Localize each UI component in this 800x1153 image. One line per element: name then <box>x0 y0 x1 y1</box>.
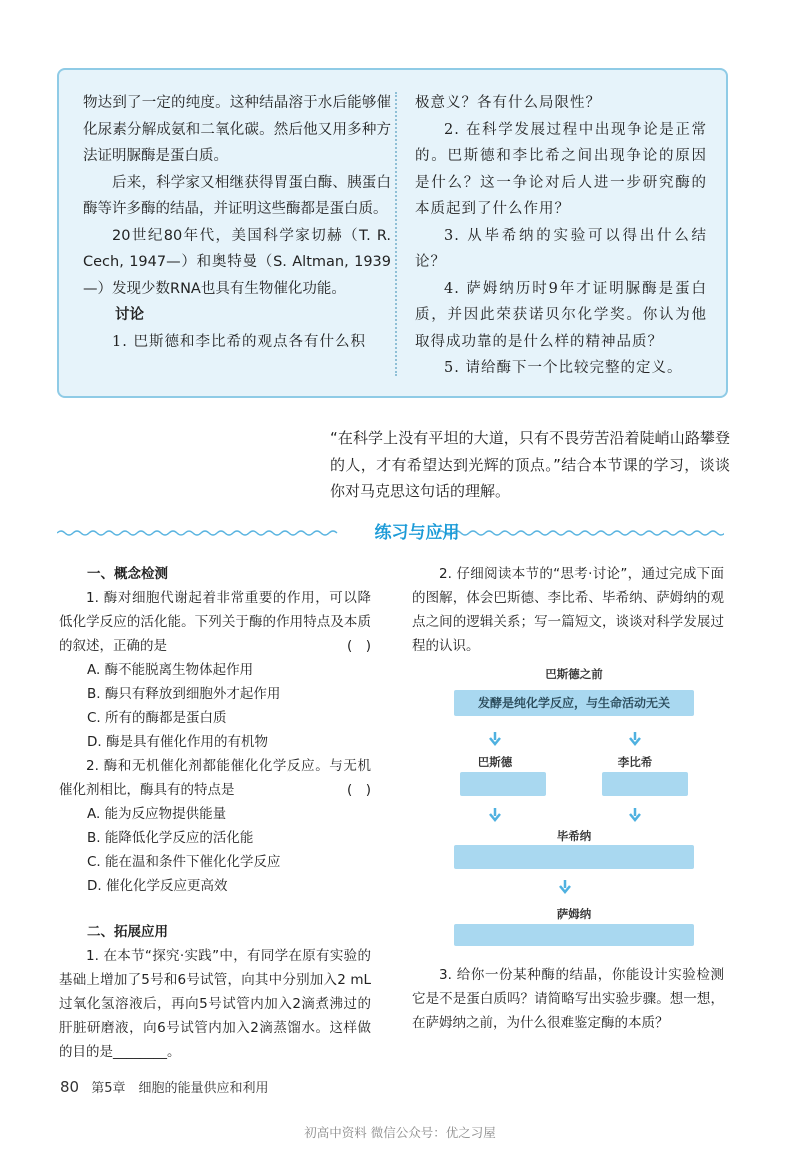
discussion-question: 1. 巴斯德和李比希的观点各有什么积 <box>112 333 366 350</box>
discussion-question: 5. 请给酶下一个比较完整的定义。 <box>444 360 683 376</box>
discussion-question: 4. 萨姆纳历时9年才证明脲酶是蛋白质，并因此荣获诺贝尔化学奖。你认为他取得成功靠的是什么样的精神品质？ <box>415 280 707 350</box>
page-footer <box>60 1077 269 1096</box>
option-a: A. 酶不能脱离生物体起作用 <box>87 662 254 678</box>
fermentation-box: 发酵是纯化学反应，与生命活动无关 <box>454 690 694 716</box>
reading-left-column <box>83 90 391 355</box>
extension-question-1: 1. 在本节“探究·实践”中，有同学在原有实验的基础上增加了5号和6号试管，向其中分别加入2 mL过氧化氢溶液后，再向5号试管内加入2滴煮沸过的肝脏研磨液，向6号试管内加入2滴蒸馏水。这样做的目的是________。 <box>59 948 371 1060</box>
question-1 <box>59 586 371 658</box>
concept-check-heading: 一、概念检测 <box>87 566 168 582</box>
option-c: C. 能在温和条件下催化化学反应 <box>87 854 281 870</box>
option-b: B. 能降低化学反应的活化能 <box>87 830 254 846</box>
buchner-blank-box <box>454 845 694 869</box>
marx-quote: “在科学上没有平坦的大道，只有不畏劳苦沿着陡峭山路攀登的人，才有希望达到光辉的顶点。”结合本节课的学习，谈谈你对马克思这句话的理解。 <box>330 429 730 500</box>
arrow-down-icon <box>488 732 502 746</box>
answer-parentheses: ( ) <box>346 638 371 654</box>
arrow-down-icon <box>628 732 642 746</box>
question-2 <box>59 754 371 802</box>
question-2-text: 2. 酶和无机催化剂都能催化化学反应。与无机催化剂相比，酶具有的特点是 <box>59 758 371 798</box>
label-before-pasteur: 巴斯德之前 <box>545 667 603 681</box>
arrow-down-icon <box>558 880 572 894</box>
arrow-down-icon <box>628 808 642 822</box>
reading-box <box>57 68 728 398</box>
option-d: D. 催化化学反应更高效 <box>87 878 228 894</box>
reading-paragraph: 物达到了一定的纯度。这种结晶溶于水后能够催化尿素分解成氨和二氧化碳。然后他又用多种方法证明脲酶是蛋白质。 <box>83 95 391 164</box>
sumner-blank-box <box>454 924 694 946</box>
scientists-diagram <box>454 662 694 952</box>
label-buchner: 毕希纳 <box>556 829 592 843</box>
reading-paragraph: 20世纪80年代，美国科学家切赫（T. R. Cech, 1947—）和奥特曼（S. Altman, 1939—）发现少数RNA也具有生物催化功能。 <box>83 227 391 297</box>
answer-parentheses: ( ) <box>346 782 371 798</box>
question-1-text: 1. 酶对细胞代谢起着非常重要的作用，可以降低化学反应的活化能。下列关于酶的作用特点及本质的叙述，正确的是 <box>59 590 371 654</box>
watermark: 初高中资料 微信公众号：优之习屋 <box>304 1125 496 1140</box>
reading-right-column <box>415 90 707 382</box>
section-title: 练习与应用 <box>374 523 460 543</box>
label-pasteur: 巴斯德 <box>477 755 513 769</box>
column-divider <box>395 92 397 376</box>
discussion-question: 2. 在科学发展过程中出现争论是正常的。巴斯德和李比希之间出现争论的原因是什么？这一争论对后人进一步研究酶的本质起到了什么作用？ <box>415 121 707 217</box>
arrow-down-icon <box>488 808 502 822</box>
extension-right-column <box>412 562 724 658</box>
chapter-title: 第5章 细胞的能量供应和利用 <box>91 1081 269 1096</box>
discussion-question: 极意义？各有什么局限性？ <box>415 95 601 111</box>
extension-question-2: 2. 仔细阅读本节的“思考·讨论”，通过完成下面的图解，体会巴斯德、李比希、毕希纳、萨姆纳的观点之间的逻辑关系；写一篇短文，谈谈对科学发展过程的认识。 <box>412 566 724 654</box>
label-liebig: 李比希 <box>617 755 653 769</box>
extension-question-3: 3. 给你一份某种酶的结晶，你能设计实验检测它是不是蛋白质吗？请简略写出实验步骤。想一想，在萨姆纳之前，为什么很难鉴定酶的本质？ <box>412 967 724 1031</box>
page-number: 80 <box>60 1078 80 1096</box>
concept-check-section <box>59 562 371 1064</box>
discussion-question: 3. 从毕希纳的实验可以得出什么结论？ <box>415 227 707 270</box>
option-c: C. 所有的酶都是蛋白质 <box>87 710 227 726</box>
section-header <box>57 518 724 548</box>
discussion-title: 讨论 <box>115 307 144 323</box>
option-b: B. 酶只有释放到细胞外才起作用 <box>87 686 281 702</box>
extension-question-3-block <box>412 963 724 1035</box>
pasteur-blank-box <box>460 772 546 796</box>
label-sumner: 萨姆纳 <box>556 907 592 921</box>
option-a: A. 能为反应物提供能量 <box>87 806 227 822</box>
option-d: D. 酶是具有催化作用的有机物 <box>87 734 268 750</box>
liebig-blank-box <box>602 772 688 796</box>
extension-heading: 二、拓展应用 <box>87 924 168 940</box>
reading-paragraph: 后来，科学家又相继获得胃蛋白酶、胰蛋白酶等许多酶的结晶，并证明这些酶都是蛋白质。 <box>83 174 391 217</box>
